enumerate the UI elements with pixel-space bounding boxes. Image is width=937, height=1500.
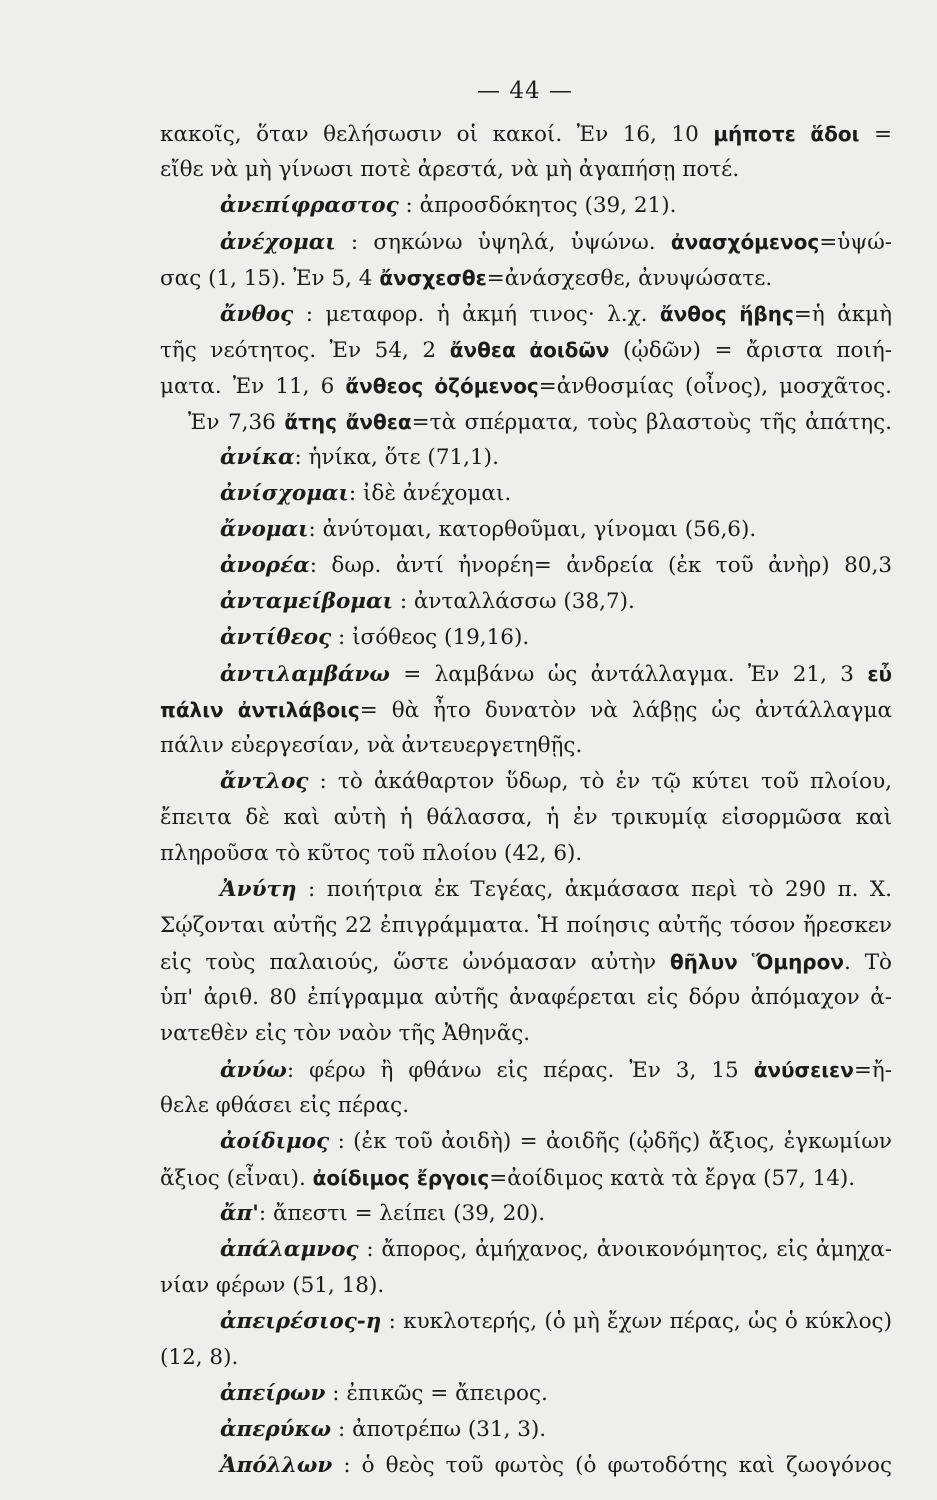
text-line: Ἐν 7,36 ἄτης ἄνθεα=τὰ σπέρματα, τοὺς βλαστοὺς τῆς ἀπάτης. [188,410,892,435]
entry-line: ἄνομαι: ἀνύτομαι, κατορθοῦμαι, γίνομαι (56,6). [220,517,757,542]
entry-line: ἀνορέα: δωρ. ἀντί ἠνορέη= ἀνδρεία (ἐκ τοῦ ἀνὴρ) 80,3 [220,553,892,578]
entry-line: ἀοίδιμος : (ἐκ τοῦ ἀοιδὴ) = ἀοιδῆς (ᾠδῆς) ἄξιος, ἐγκωμίων [220,1129,892,1154]
entry-line: ἀπάλαμνος : ἄπορος, ἀμήχανος, ἀνοικονόμητος, εἰς ἀμηχα- [220,1237,892,1262]
headword: ἀνέχομαι [220,230,336,255]
entry-line: ἄνθος : μεταφορ. ἡ ἀκμή τινος· λ.χ. ἄνθος ἥβης=ἡ ἀκμὴ [220,302,893,327]
headword: ἀνταμείβομαι [220,589,393,614]
text-line: εἴθε νὰ μὴ γίνωσι ποτὲ ἀρεστά, νὰ μὴ ἀγαπήσῃ ποτέ. [160,157,740,182]
headword: ἀνίσχομαι [220,481,349,506]
text-line: εἰς τοὺς παλαιούς, ὥστε ὠνόμασαν αὐτὴν θῆλυν Ὅμηρον. Τὸ [160,950,892,975]
text-line: Σῴζονται αὐτῆς 22 ἐπιγράμματα. Ἡ ποίησις αὐτῆς τόσον ἤρεσκεν [160,913,892,938]
headword: Ἀνύτη [220,877,297,902]
text-line: σας (1, 15). Ἐν 5, 4 ἄνσχεσθε=ἀνάσχεσθε, ἀνυψώσατε. [160,266,773,291]
headword: ἀπάλαμνος [220,1237,359,1262]
text-line: νίαν φέρων (51, 18). [160,1273,385,1298]
headword: ἀντιλαμβάνω [220,662,390,687]
headword: ἄνομαι [220,517,309,542]
entry-line: ἀντιλαμβάνω = λαμβάνω ὡς ἀντάλλαγμα. Ἐν 21, 3 εὖ [220,662,892,687]
entry-line: ἀνέχομαι : σηκώνω ὑψηλά, ὑψώνω. ἀνασχόμενος=ὑψώ- [220,230,892,255]
entry-line: ἄντλος : τὸ ἀκάθαρτον ὕδωρ, τὸ ἐν τῷ κύτει τοῦ πλοίου, [220,769,892,794]
headword: ἄντλος [220,769,309,794]
entry-line: ἀνίκα: ἡνίκα, ὅτε (71,1). [220,445,499,470]
entry-line: ἀνύω: φέρω ἢ φθάνω εἰς πέρας. Ἐν 3, 15 ἀνύσειεν=ἤ- [220,1058,892,1083]
entry-line: ἀνεπίφραστος : ἀπροσδόκητος (39, 21). [220,193,677,218]
entry-line: ἀνταμείβομαι : ἀνταλλάσσω (38,7). [220,589,635,614]
entry-line: ἀνίσχομαι: ἰδὲ ἀνέχομαι. [220,481,512,506]
headword: ἀπειρέσιος-η [220,1309,382,1334]
headword: ἄπ' [220,1201,259,1226]
text-line: ἄξιος (εἶναι). ἀοίδιμος ἔργοις=ἀοίδιμος κατὰ τὰ ἔργα (57, 14). [160,1166,856,1191]
text-line: θελε φθάσει εἰς πέρας. [160,1093,410,1118]
page-number: — 44 — [477,78,573,104]
headword: ἀπείρων [220,1381,326,1406]
glossary-text [160,116,892,1484]
entry-line: ἀντίθεος : ἰσόθεος (19,16). [220,625,530,650]
text-line: ὑπ' ἀριθ. 80 ἐπίγραμμα αὐτῆς ἀναφέρεται εἰς δόρυ ἀπόμαχον ἀ- [160,985,892,1010]
entry-line: Ἀπόλλων : ὁ θεὸς τοῦ φωτὸς (ὁ φωτοδότης καὶ ζωογόνος [220,1453,892,1478]
headword: ἀντίθεος [220,625,332,650]
text-line: ἔπειτα δὲ καὶ αὐτὴ ἡ θάλασσα, ἡ ἐν τρικυμίᾳ εἰσορμῶσα καὶ [160,805,892,830]
text-line: πληροῦσα τὸ κῦτος τοῦ πλοίου (42, 6). [160,841,583,866]
entry-line: ἀπείρων : ἐπικῶς = ἄπειρος. [220,1381,548,1406]
entry-line: ἄπ': ἄπεστι = λείπει (39, 20). [220,1201,546,1226]
entry-line: ἀπειρέσιος-η : κυκλοτερής, (ὁ μὴ ἔχων πέρας, ὡς ὁ κύκλος) [220,1309,892,1334]
headword: ἀπερύκω [220,1417,332,1442]
text-line: (12, 8). [160,1345,239,1370]
headword: ἀνορέα [220,553,310,578]
text-line: τῆς νεότητος. Ἐν 54, 2 ἄνθεα ἀοιδῶν (ᾠδῶν) = ἄριστα ποιή- [160,338,892,363]
text-line: ματα. Ἐν 11, 6 ἄνθεος ὀζόμενος=ἀνθοσμίας (οἶνος), μοσχᾶτος. [160,374,892,399]
headword: ἀνύω [220,1058,287,1083]
text-line: πάλιν εὐεργεσίαν, νὰ ἀντευεργετηθῇς. [160,733,583,758]
headword: ἀνεπίφραστος [220,193,399,218]
headword: ἀνίκα [220,445,295,470]
text-line: πάλιν ἀντιλάβοις= θὰ ἦτο δυνατὸν νὰ λάβῃς ὡς ἀντάλλαγμα [160,698,892,723]
text-line: κακοῖς, ὅταν θελήσωσιν οἱ κακοί. Ἐν 16, 10 μήποτε ἅδοι = [160,122,893,147]
text-line: νατεθὲν εἰς τὸν ναὸν τῆς Ἀθηνᾶς. [160,1021,531,1046]
entry-line: ἀπερύκω : ἀποτρέπω (31, 3). [220,1417,547,1442]
headword: ἀοίδιμος [220,1129,330,1154]
entry-line: Ἀνύτη : ποιήτρια ἐκ Τεγέας, ἀκμάσασα περὶ τὸ 290 π. Χ. [220,877,892,902]
headword: Ἀπόλλων [220,1453,333,1478]
headword: ἄνθος [220,302,294,327]
